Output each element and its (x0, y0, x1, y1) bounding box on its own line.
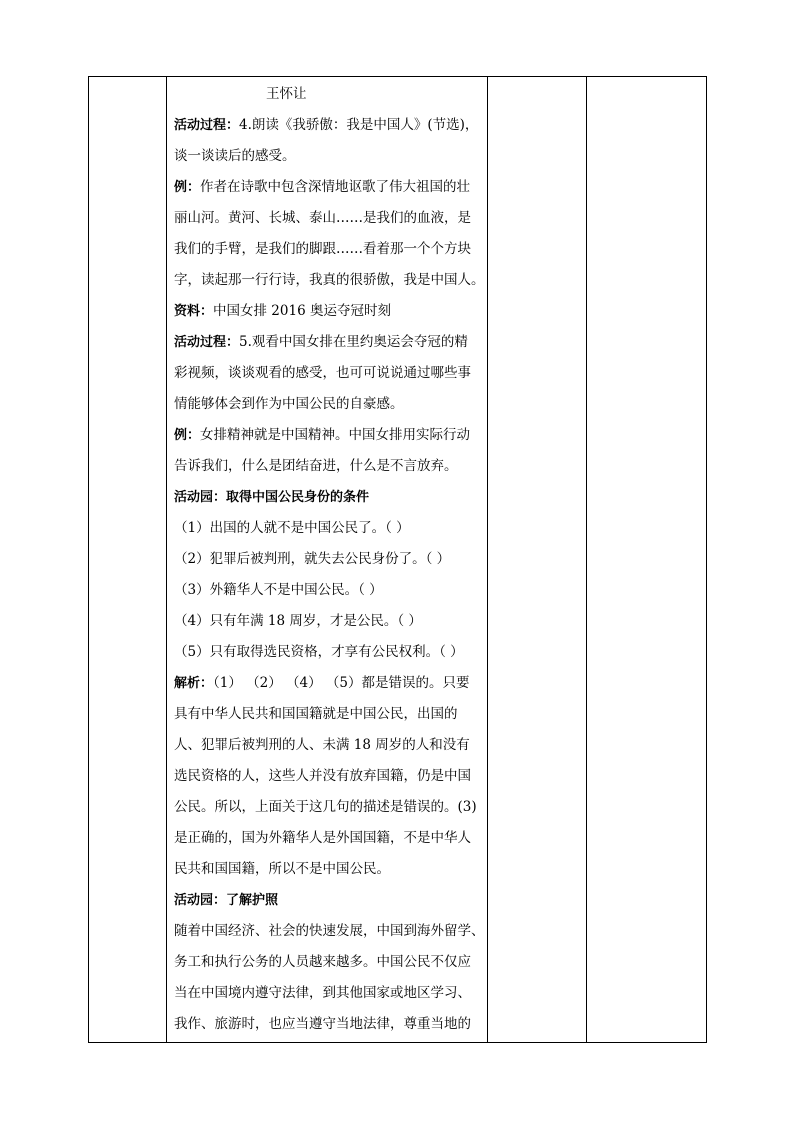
text-line: 谈一谈读后的感受。 (174, 148, 296, 164)
question-item: （3）外籍华人不是中国公民。（ ） (174, 582, 383, 598)
text-line: 随着中国经济、社会的快速发展，中国到海外留学、 (174, 923, 485, 939)
text-line: 资料：中国女排 2016 奥运夺冠时刻 (174, 303, 391, 319)
section-label: 活动过程： (174, 118, 240, 133)
question-item: （5）只有取得选民资格，才享有公民权利。（ ） (174, 644, 464, 660)
col-border-5 (706, 76, 707, 1042)
section-label: 资料： (174, 304, 214, 319)
text-line: 人、犯罪后被判刑的人、未满 18 周岁的人和没有 (174, 737, 470, 753)
text-line: 务工和执行公务的人员越来越多。中国公民不仅应 (174, 954, 471, 970)
text-line: 是正确的，国为外籍华人是外国国籍，不是中华人 (174, 830, 471, 846)
text-line: 例：女排精神就是中国精神。中国女排用实际行动 (174, 427, 471, 443)
table-bottom-border (88, 1042, 707, 1043)
text-line: 我们的手臂，是我们的脚跟……看着那一个个方块 (174, 241, 471, 257)
question-item: （2）犯罪后被判刑，就失去公民身份了。（ ） (174, 551, 451, 567)
text-line: 彩视频，谈谈观看的感受，也可可说说通过哪些事 (174, 365, 471, 381)
col-border-3 (487, 76, 488, 1042)
text-line: 公民。所以，上面关于这几句的描述是错误的。(3) (174, 799, 477, 815)
text-line: 例：作者在诗歌中包含深情地讴歌了伟大祖国的壮 (174, 179, 471, 195)
section-label: 解析： (174, 676, 214, 691)
text-line: 选民资格的人，这些人并没有放弃国籍，仍是中国 (174, 768, 471, 784)
table-top-border (88, 76, 707, 77)
question-item: （4）只有年满 18 周岁，才是公民。（ ） (174, 613, 422, 629)
section-label: 活动过程： (174, 335, 240, 350)
text-line: 告诉我们，什么是团结奋进，什么是不言放弃。 (174, 458, 458, 474)
section-heading: 活动园：了解护照 (174, 893, 279, 908)
text-line: 情能够体会到作为中国公民的自豪感。 (174, 396, 404, 412)
question-item: （1）出国的人就不是中国公民了。（ ） (174, 520, 410, 536)
text-line: 具有中华人民共和国国籍就是中国公民，出国的 (174, 706, 458, 722)
col-border-1 (88, 76, 89, 1042)
section-label: 例： (174, 180, 201, 195)
text-line: 丽山河。黄河、长城、泰山……是我们的血液，是 (174, 210, 471, 226)
author-signature: 王怀让 (266, 86, 307, 102)
text-line: 当在中国境内遵守法律，到其他国家或地区学习、 (174, 985, 471, 1001)
text-line: 我作、旅游时，也应当遵守当地法律，尊重当地的 (174, 1016, 471, 1032)
text-line: 民共和国国籍，所以不是中国公民。 (174, 861, 390, 877)
text-line: 活动过程：5.观看中国女排在里约奥运会夺冠的精 (174, 334, 468, 350)
text-line: 解析：（1） （2） （4） （5）都是错误的。只要 (174, 675, 470, 691)
section-label: 例： (174, 428, 201, 443)
text-line: 活动过程：4.朗读《我骄傲：我是中国人》(节选)， (174, 117, 479, 133)
section-heading: 活动园：取得中国公民身份的条件 (174, 490, 370, 505)
col-border-2 (166, 76, 167, 1042)
activity-content (174, 79, 484, 1040)
text-line: 字，读起那一行行诗，我真的很骄傲，我是中国人。 (174, 272, 485, 288)
col-border-4 (586, 76, 587, 1042)
